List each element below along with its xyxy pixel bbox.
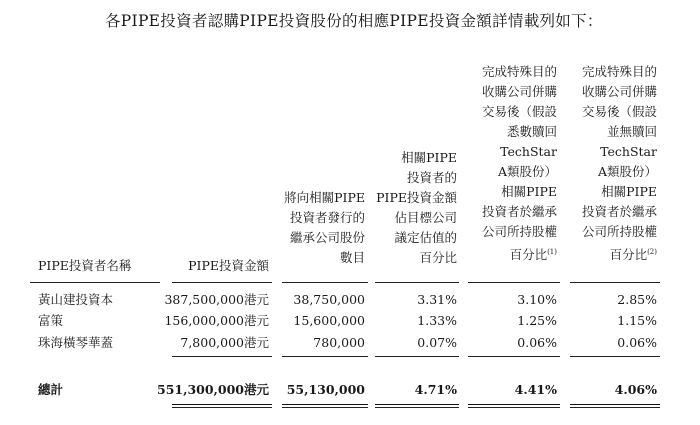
footnote-marker-2: (2) [647,248,657,256]
total-amount: 551,300,000港元 [157,382,269,397]
subtotal-rule-amount [172,356,272,357]
total-underline-amount [172,404,272,405]
header-pct-no-redemption [582,62,657,265]
table-row-shares: 780,000 [313,335,365,350]
table-row-pct-b: 1.15% [617,313,657,328]
total-label: 總計 [38,382,64,397]
subtotal-rule-pct-b [570,356,660,357]
table-row-shares: 38,750,000 [293,292,365,307]
intro-text: 各PIPE投資者認購PIPE投資股份的相應PIPE投資金額詳情載列如下： [105,12,603,30]
header-investor-name: PIPE投資者名稱 [38,258,132,273]
header-pct-full-redemption [482,62,557,265]
header-rule-pct-b [570,282,660,283]
table-row-amount: 7,800,000港元 [180,335,269,350]
total-underline2-shares [282,407,368,408]
table-row-name: 黃山建投資本 [38,292,114,307]
header-rule-pct-valuation [375,282,459,283]
header-rule-pct-a [468,282,560,283]
table-row-pct-a: 0.06% [517,335,557,350]
total-underline-pct-valuation [375,404,459,405]
table-row-pct-a: 1.25% [517,313,557,328]
header-rule-amount [172,282,272,283]
subtotal-rule-pct-a [468,356,560,357]
subtotal-rule-pct-valuation [375,356,459,357]
table-row-name: 珠海橫琴華蓋 [38,335,114,350]
table-row-amount: 156,000,000港元 [164,313,269,328]
table-row-pct-valuation: 1.33% [417,313,457,328]
total-underline2-pct-valuation [375,407,459,408]
table-row-name: 富策 [38,313,64,328]
total-underline-pct-a [468,404,560,405]
total-pct-a: 4.41% [514,382,557,397]
header-pct-no-redemption-text: 完成特殊目的 收購公司併購 交易後（假設 並無贖回 TechStar A類股份） 相關PIPE 投資者於繼承 公司所持股權 百分比 [581,64,657,263]
header-shares-issued: 將向相關PIPE 投資者發行的 繼承公司股份 數目 [284,190,365,265]
total-pct-valuation: 4.71% [414,382,457,397]
total-pct-b: 4.06% [614,382,657,397]
total-underline2-amount [172,407,272,408]
subtotal-rule-shares [282,356,368,357]
table-row-amount: 387,500,000港元 [164,292,269,307]
header-pct-full-redemption-text: 完成特殊目的 收購公司併購 交易後（假設 悉數贖回 TechStar A類股份） 相關PIPE 投資者於繼承 公司所持股權 百分比 [481,64,557,263]
header-investment-amount: PIPE投資金額 [188,258,269,273]
total-underline2-pct-b [570,407,660,408]
footnote-marker-1: (1) [547,248,557,256]
table-row-pct-a: 3.10% [517,292,557,307]
header-pct-of-valuation: 相關PIPE 投資者的 PIPE投資金額 佔目標公司 議定估值的 百分比 [376,150,457,265]
table-row-pct-valuation: 3.31% [417,292,457,307]
total-shares: 55,130,000 [286,382,365,397]
table-row-shares: 15,600,000 [293,313,365,328]
total-underline2-pct-a [468,407,560,408]
total-underline-pct-b [570,404,660,405]
table-row-pct-b: 0.06% [617,335,657,350]
header-rule-name [30,282,160,283]
table-row-pct-valuation: 0.07% [417,335,457,350]
total-underline-shares [282,404,368,405]
header-rule-shares [282,282,368,283]
table-row-pct-b: 2.85% [617,292,657,307]
